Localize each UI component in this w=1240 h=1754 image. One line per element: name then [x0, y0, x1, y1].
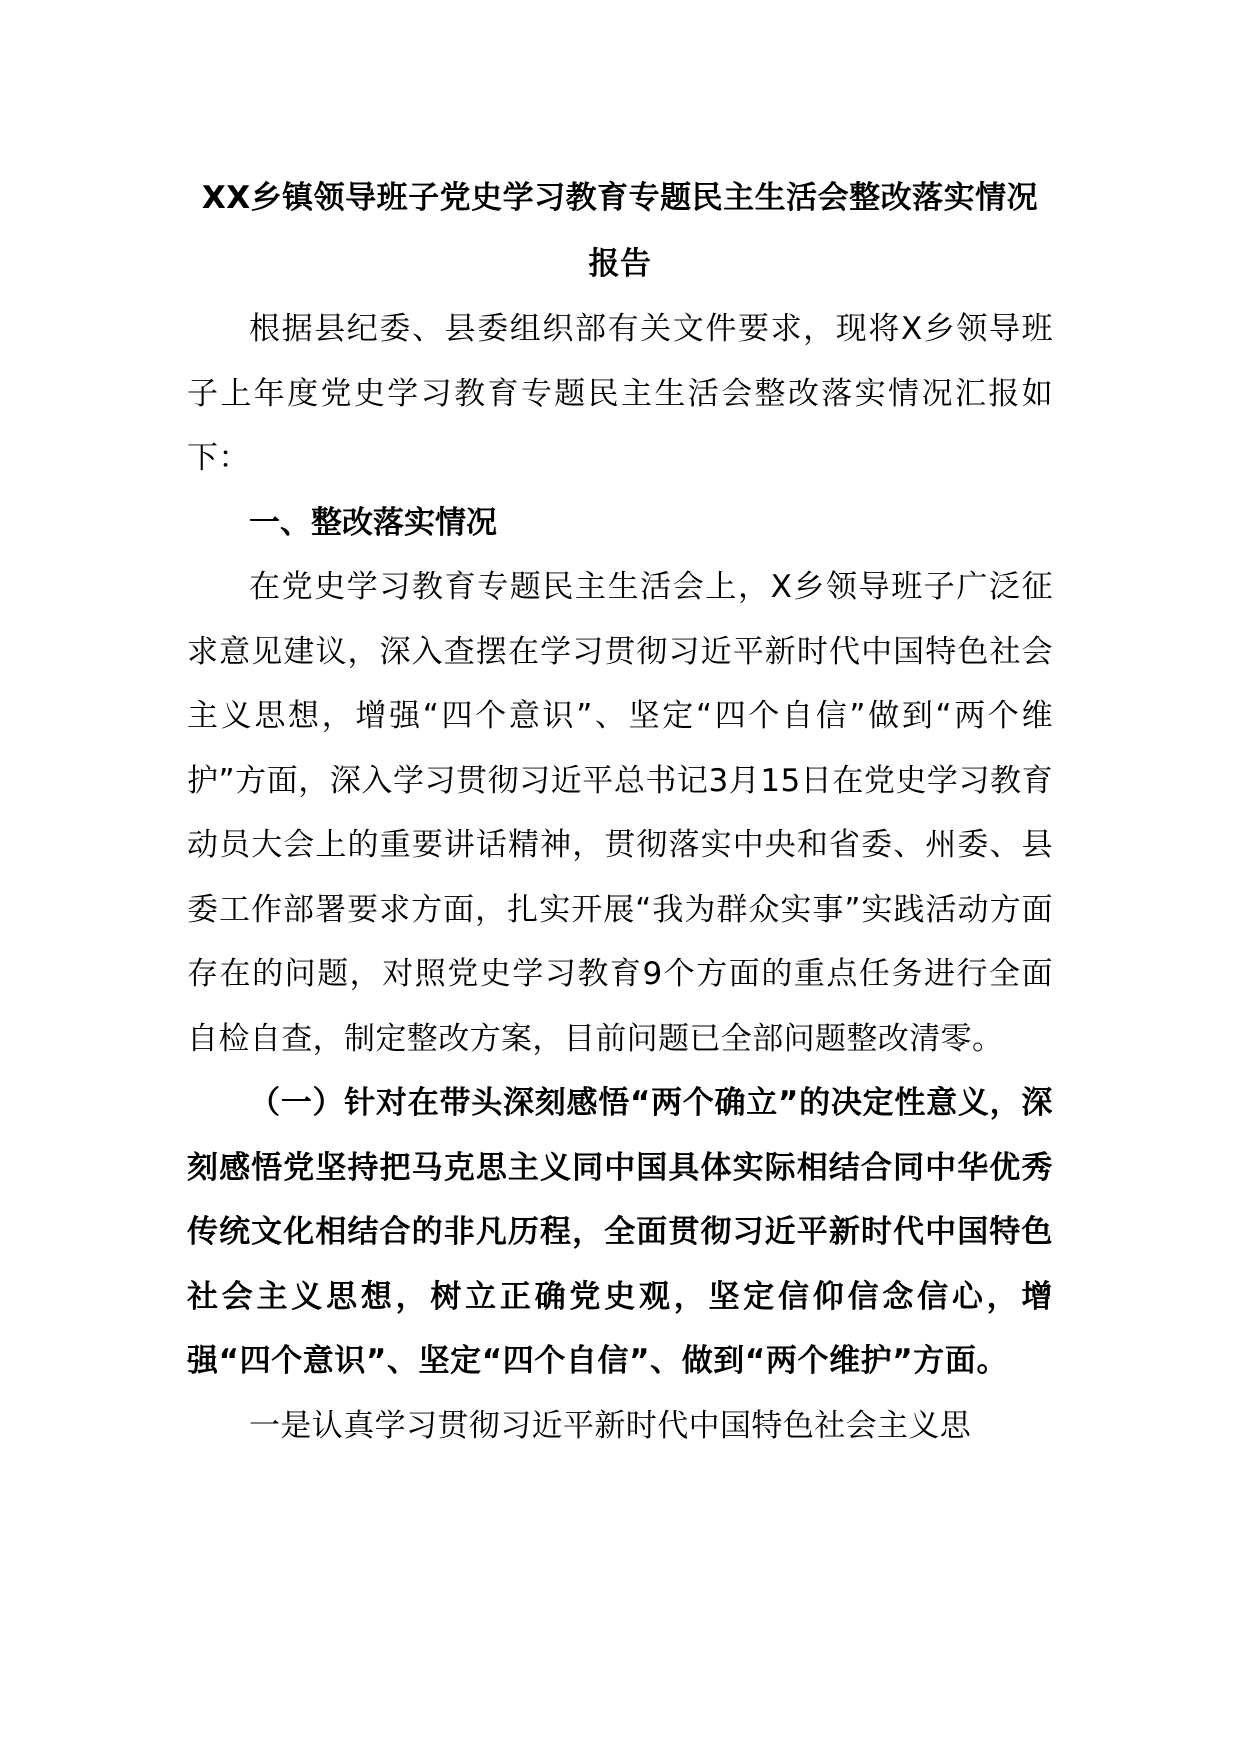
section-paragraph: 在党史学习教育专题民主生活会上，X乡领导班子广泛征求意见建议，深入查摆在学习贯彻习近平新时代中国特色社会主义思想，增强“四个意识”、坚定“四个自信”做到“两个维护”方面，深入学习贯彻习近平总书记3月15日在党史学习教育动员大会上的重要讲话精神，贯彻落实中央和省委、州委、县委工作部署要求方面，扎实开展“我为群众实事”实践活动方面存在的问题，对照党史学习教育9个方面的重点任务进行全面自检自查，制定整改方案，目前问题已全部问题整改清零。 [187, 569, 1053, 1057]
subsection-paragraph: 一是认真学习贯彻习近平新时代中国特色社会主义思 [249, 1407, 972, 1444]
document-title: XX乡镇领导班子党史学习教育专题民主生活会整改落实情况报告 [201, 180, 1039, 282]
intro-paragraph: 根据县纪委、县委组织部有关文件要求，现将X乡领导班子上年度党史学习教育专题民主生活会整改落实情况汇报如下： [187, 311, 1053, 476]
subsection-heading: （一）针对在带头深刻感悟“两个确立”的决定性意义，深刻感悟党坚持把马克思主义同中国具体实际相结合同中华优秀传统文化相结合的非凡历程，全面贯彻习近平新时代中国特色社会主义思想，树立正确党史观，坚定信仰信念信心，增强“四个意识”、坚定“四个自信”、做到“两个维护”方面。 [187, 1085, 1053, 1379]
document-page [187, 165, 1053, 1458]
section-heading: 一、整改落实情况 [249, 504, 497, 541]
